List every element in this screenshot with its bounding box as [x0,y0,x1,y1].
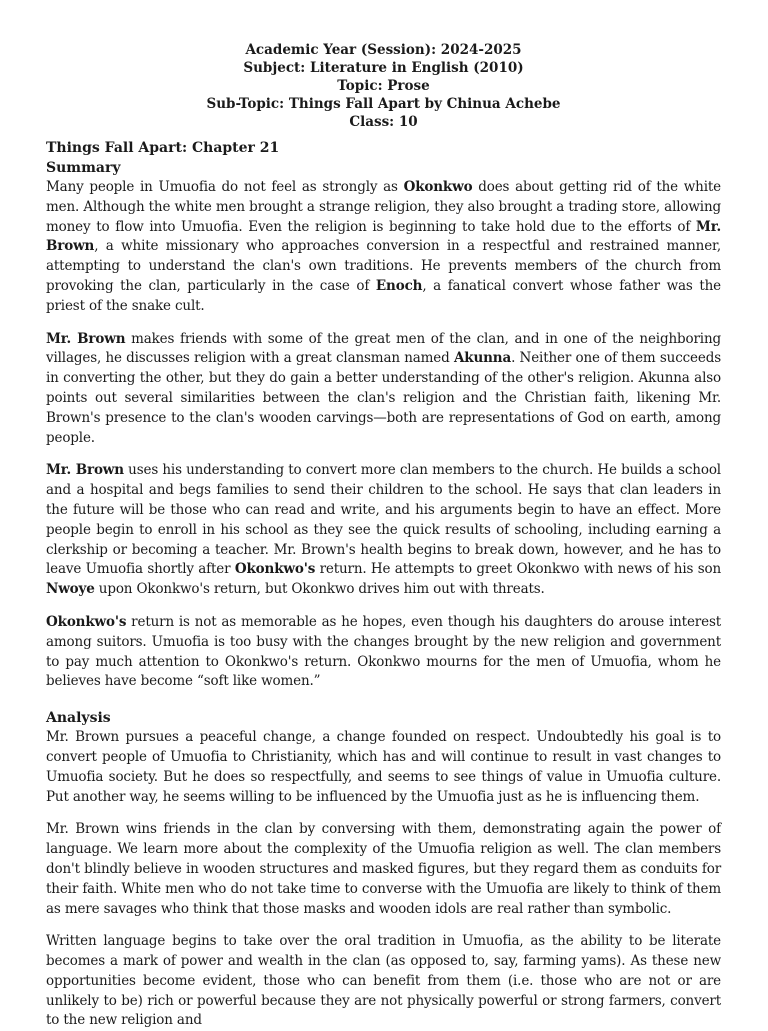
analysis-paragraph-2: Mr. Brown wins friends in the clan by conversing with them, demonstrating again the power of language. We learn more about the complexity of the Umuofia religion as well. The clan members don't blindly believe in wooden structures and masked figures, but they regard them as conduits for their faith. White men who do not take time to converse with the Umuofia are likely to think of them as mere savages who think that those masks and wooden idols are real rather than symbolic. [46,821,721,917]
name-akunna: Akunna [453,350,512,367]
summary-paragraph-1: Many people in Umuofia do not feel as strongly as Okonkwo does about getting rid of the white men. Although the white men brought a strange religion, they also brought a trading store, allowing money to flow into Umuofia. Even the religion is beginning to take hold due to the efforts of Mr. Brown, a white missionary who approaches conversion in a respectful and restrained manner, attempting to understand the clan's own traditions. He prevents members of the church from provoking the clan, particularly in the case of Enoch, a fanatical convert whose father was the priest of the snake cult. [46,179,721,314]
name-enoch: Enoch [375,277,423,294]
name-mr-brown: Mr. Brown [46,462,124,479]
name-mr-brown: Mr. Brown [46,330,126,347]
analysis-paragraph-1: Mr. Brown pursues a peaceful change, a change founded on respect. Undoubtedly his goal is to convert people of Umuofia to Christianity, which has and will continue to result in vast changes to Umuofia society. But he does so respectfully, and seems to see things of value in Umuofia culture. Put another way, he seems willing to be influenced by the Umuofia just as he is influencing them. [46,729,721,805]
name-okonkwos: Okonkwo's [234,561,316,578]
document-header [46,41,721,131]
topic-line: Topic: Prose [337,78,430,94]
subject-line: Subject: Literature in English (2010) [243,60,524,76]
session-line: Academic Year (Session): 2024-2025 [245,42,522,58]
summary-paragraph-3: Mr. Brown uses his understanding to convert more clan members to the church. He builds a school and a hospital and begs families to send their children to the school. He says that clan leaders in the future will be those who can read and write, and his arguments begin to have an effect. More people begin to enroll in his school as they see the quick results of schooling, including earning a clerkship or becoming a teacher. Mr. Brown's health begins to break down, however, and he has to leave Umuofia shortly after Okonkwo's return. He attempts to greet Okonkwo with news of his son Nwoye upon Okonkwo's return, but Okonkwo drives him out with threats. [46,462,721,598]
summary-heading: Summary [46,160,121,176]
name-nwoye: Nwoye [46,581,95,598]
class-line: Class: 10 [349,114,418,130]
name-mr-brown: Mr. Brown [46,218,721,255]
subtopic-line: Sub-Topic: Things Fall Apart by Chinua Achebe [206,96,561,112]
analysis-paragraph-3: Written language begins to take over the oral tradition in Umuofia, as the ability to be literate becomes a mark of power and wealth in the clan (as opposed to, say, farming yams). As these new opportunities become evident, those who can benefit from them (i.e. those who are not or are unlikely to be) rich or powerful because they are not physically powerful or strong farmers, convert to the new religion and [46,933,721,1029]
document-page [46,41,721,1031]
name-okonkwos: Okonkwo's [46,613,127,630]
name-okonkwo: Okonkwo [403,179,473,195]
summary-paragraph-4: Okonkwo's return is not as memorable as he hopes, even though his daughters do arouse interest among suitors. Umuofia is too busy with the changes brought by the new religion and government to pay much attention to Okonkwo's return. Okonkwo mourns for the men of Umuofia, whom he believes have become “soft like women.” [46,613,721,690]
analysis-heading: Analysis [46,710,111,727]
chapter-title: Things Fall Apart: Chapter 21 [46,140,280,156]
summary-paragraph-2: Mr. Brown makes friends with some of the great men of the clan, and in one of the neighboring villages, he discusses religion with a great clansman named Akunna. Neither one of them succeeds in converting the other, but they do gain a better understanding of the other's religion. Akunna also points out several similarities between the clan's religion and the Christian faith, likening Mr. Brown's presence to the clan's wooden carvings—both are representations of God on earth, among people. [46,330,721,446]
